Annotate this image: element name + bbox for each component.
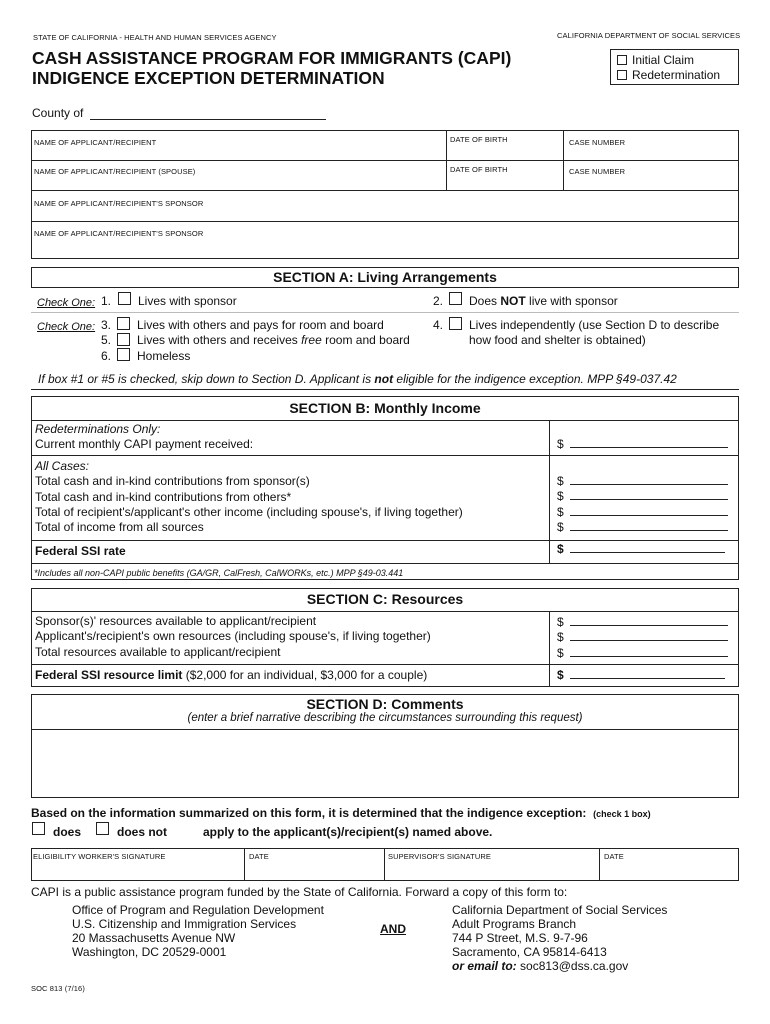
redetermination-option[interactable]: Redetermination xyxy=(617,68,738,83)
initial-claim-checkbox[interactable] xyxy=(617,55,627,65)
federal-ssi-rate-input[interactable]: $ xyxy=(557,542,725,556)
dob-field-2[interactable]: DATE OF BIRTH xyxy=(450,165,508,174)
section-d-subtitle: (enter a brief narrative describing the circumstances surrounding this request) xyxy=(187,712,583,724)
email-link[interactable]: soc813@dss.ca.gov xyxy=(516,959,629,973)
income-total-input[interactable]: $ xyxy=(557,520,728,535)
section-a-title: SECTION A: Living Arrangements xyxy=(273,269,497,285)
section-d-title: SECTION D: Comments xyxy=(306,696,464,712)
spouse-name-field[interactable]: NAME OF APPLICANT/RECIPIENT (SPOUSE) xyxy=(34,167,196,176)
footer-intro: CAPI is a public assistance program funded by the State of California. Forward a copy of this form to: xyxy=(31,885,568,899)
section-a-note: If box #1 or #5 is checked, skip down to Section D. Applicant is not eligible for the indigence exception. MPP §49-037.42 xyxy=(38,372,677,386)
opt4-label: Lives independently (use Section D to describe how food and shelter is obtained) xyxy=(469,318,720,348)
opt3-checkbox[interactable] xyxy=(117,317,130,330)
opt2-label: Does NOT live with sponsor xyxy=(469,294,618,308)
and-label: AND xyxy=(380,922,406,936)
income-dollar-inputs[interactable] xyxy=(557,474,728,535)
resources-dollar-inputs[interactable] xyxy=(557,615,728,661)
income-sponsor-input[interactable]: $ xyxy=(557,474,728,489)
does-not-label: does not xyxy=(117,825,167,839)
opt-numbers-col: 3. 5. 6. xyxy=(101,318,112,363)
comments-textarea[interactable] xyxy=(32,730,738,797)
sponsor-field-1[interactable]: NAME OF APPLICANT/RECIPIENT'S SPONSOR xyxy=(34,199,204,208)
resource-limit-label: Federal SSI resource limit ($2,000 for an individual, $3,000 for a couple) xyxy=(35,668,428,682)
current-payment-input[interactable]: $ xyxy=(557,437,728,451)
opt2-checkbox[interactable] xyxy=(449,292,462,305)
income-other-income-input[interactable]: $ xyxy=(557,505,728,520)
agency-left: STATE OF CALIFORNIA - HEALTH AND HUMAN SERVICES AGENCY xyxy=(33,33,277,42)
apply-label: apply to the applicant(s)/recipient(s) named above. xyxy=(203,825,493,839)
opt5-label: Lives with others and receives free room and board xyxy=(137,333,410,348)
dob-field-1[interactable]: DATE OF BIRTH xyxy=(450,135,508,144)
form-id: SOC 813 (7/16) xyxy=(31,984,85,993)
section-b-title: SECTION B: Monthly Income xyxy=(289,400,481,416)
worker-signature-field[interactable]: ELIGIBILITY WORKER'S SIGNATURE xyxy=(33,852,166,861)
opt4-number: 4. xyxy=(433,318,444,332)
opt5-checkbox[interactable] xyxy=(117,333,130,346)
opt6-label: Homeless xyxy=(137,348,191,363)
case-number-field-1[interactable]: CASE NUMBER xyxy=(569,138,626,147)
opt2-number: 2. xyxy=(433,294,444,308)
opt3-label: Lives with others and pays for room and board xyxy=(137,318,384,332)
opt4-checkbox[interactable] xyxy=(449,317,462,330)
opt6-checkbox[interactable] xyxy=(117,348,130,361)
resources-total-input[interactable]: $ xyxy=(557,646,728,661)
county-input[interactable] xyxy=(90,119,326,120)
supervisor-date-field[interactable]: DATE xyxy=(604,852,624,861)
supervisor-signature-field[interactable]: SUPERVISOR'S SIGNATURE xyxy=(388,852,491,861)
redetermination-checkbox[interactable] xyxy=(617,70,627,80)
income-rows: All Cases: Total cash and in-kind contributions from sponsor(s) Total cash and in-kind contributions from others* Total of recipient's/applicant's other income (including spouse's, if living together) Total of income from all sources xyxy=(35,459,463,535)
applicant-info-grid xyxy=(31,130,739,259)
left-address: Office of Program and Regulation Development U.S. Citizenship and Immigration Services 20 Massachusetts Avenue NW Washington, DC 20529-0001 xyxy=(72,903,324,959)
opt-labels-col xyxy=(137,318,410,364)
determination-statement: Based on the information summarized on this form, it is determined that the indigence exception: (check 1 box) xyxy=(31,806,651,820)
section-b-footnote: *Includes all non-CAPI public benefits (GA/GR, CalFresh, CalWORKs, etc.) MPP §49-03.441 xyxy=(34,568,404,578)
section-c-title: SECTION C: Resources xyxy=(306,591,464,607)
federal-ssi-rate-label: Federal SSI rate xyxy=(35,544,126,558)
does-label: does xyxy=(53,825,82,839)
page-title xyxy=(32,48,511,88)
opt1-checkbox[interactable] xyxy=(118,292,131,305)
claim-type-box xyxy=(610,49,739,85)
agency-right: CALIFORNIA DEPARTMENT OF SOCIAL SERVICES xyxy=(557,31,741,40)
applicant-name-field[interactable]: NAME OF APPLICANT/RECIPIENT xyxy=(34,138,157,147)
section-a-check-one-1: Check One: xyxy=(37,297,96,309)
section-a-check-one-2: Check One: xyxy=(37,321,96,333)
county-label: County of xyxy=(32,106,84,120)
opt1-number: 1. xyxy=(101,294,112,308)
does-not-checkbox[interactable] xyxy=(96,822,109,835)
resources-own-input[interactable]: $ xyxy=(557,630,728,645)
redeterminations-block: Redeterminations Only: Current monthly CAPI payment received: xyxy=(35,422,254,452)
email-label: or email to: xyxy=(452,959,517,973)
resources-sponsor-input[interactable]: $ xyxy=(557,615,728,630)
resource-limit-input[interactable]: $ xyxy=(557,668,725,682)
sponsor-field-2[interactable]: NAME OF APPLICANT/RECIPIENT'S SPONSOR xyxy=(34,229,204,238)
case-number-field-2[interactable]: CASE NUMBER xyxy=(569,167,626,176)
resources-rows: Sponsor(s)' resources available to applicant/recipient Applicant's/recipient's own resources (including spouse's, if living together) Total resources available to applicant/recipient xyxy=(35,614,431,659)
right-address: California Department of Social Services Adult Programs Branch 744 P Street, M.S. 9-7-96 Sacramento, CA 95814-6413 or email to: soc813@dss.ca.gov xyxy=(452,903,668,973)
title-line-2: INDIGENCE EXCEPTION DETERMINATION xyxy=(32,68,385,88)
worker-date-field[interactable]: DATE xyxy=(249,852,269,861)
initial-claim-option[interactable]: Initial Claim xyxy=(617,53,738,68)
title-line-1: CASH ASSISTANCE PROGRAM FOR IMMIGRANTS (CAPI) xyxy=(32,48,512,68)
does-checkbox[interactable] xyxy=(32,822,45,835)
opt1-label: Lives with sponsor xyxy=(138,294,237,308)
section-a-header xyxy=(31,267,739,288)
income-others-input[interactable]: $ xyxy=(557,489,728,504)
